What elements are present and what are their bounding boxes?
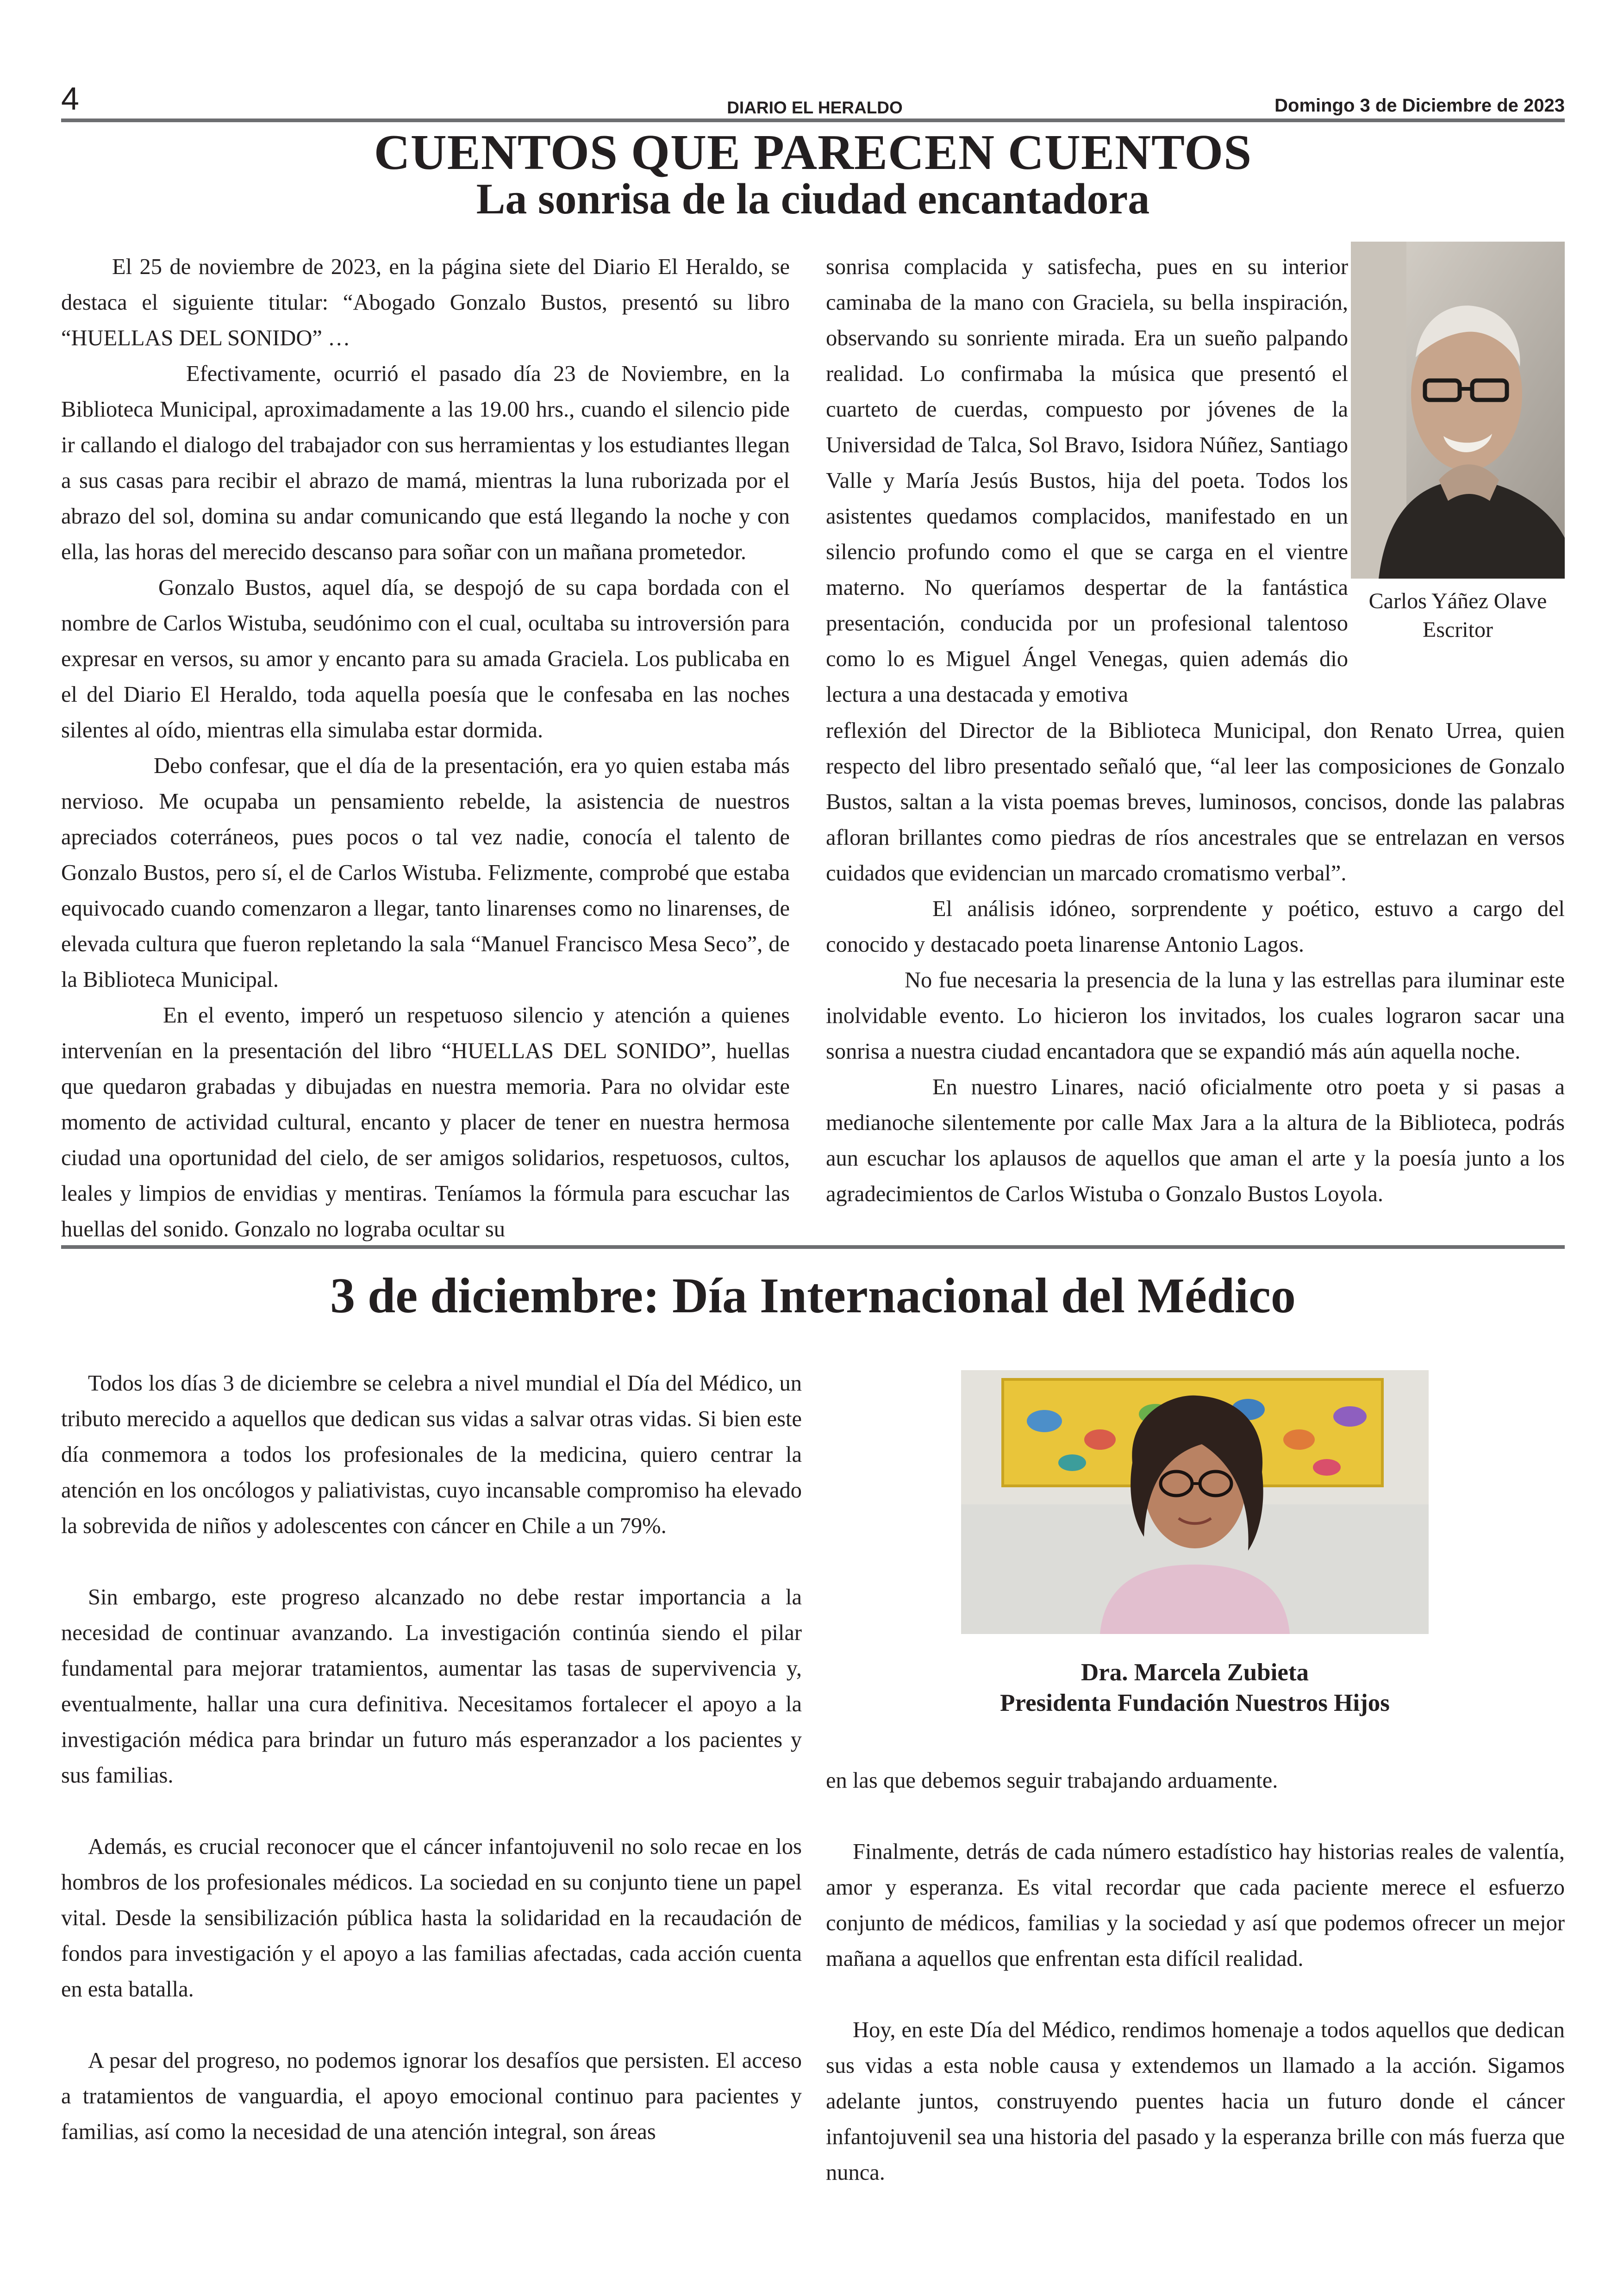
article1-right-narrow-column — [826, 249, 1348, 712]
section-divider — [61, 1245, 1565, 1249]
article1-paragraph: Gonzalo Bustos, aquel día, se despojó de su capa bordada con el nombre de Carlos Wistuba, seudónimo con el cual, ocultaba su introversión para expresar en versos, su amor y encanto para su amada Graciela. Los publicaba en el del Diario El Heraldo, toda aquella poesía que le confesaba en las noches silentes al oído, mientras ella simulaba estar dormida. — [61, 575, 790, 742]
article2-left-column — [61, 1366, 802, 2150]
article2-paragraph: en las que debemos seguir trabajando arduamente. — [826, 1768, 1278, 1793]
doctor-role: Presidenta Fundación Nuestros Hijos — [1000, 1690, 1390, 1716]
article1-paragraph: El 25 de noviembre de 2023, en la página siete del Diario El Heraldo, se destaca el siguiente titular: “Abogado Gonzalo Bustos, presentó su libro “HUELLAS DEL SONIDO” … — [61, 255, 790, 350]
article2-right-column — [826, 1763, 1565, 2190]
doctor-caption — [961, 1657, 1429, 1718]
article2-paragraph: Todos los días 3 de diciembre se celebra a nivel mundial el Día del Médico, un tributo merecido a aquellos que dedican sus vidas a salvar otras vidas. Si bien este día conmemora a todos los profesionales de la medicina, quiero centrar la atención en los oncólogos y paliativistas, cuyo incansable compromiso ha elevado la sobrevida de niños y adolescentes con cáncer en Chile a un 79%. — [61, 1371, 802, 1538]
article2-paragraph: Hoy, en este Día del Médico, rendimos homenaje a todos aquellos que dedican sus vidas a esta noble causa y extendemos un llamado a la acción. Sigamos adelante juntos, construyendo puentes hacia un futuro donde el cáncer infantojuvenil sea una historia del pasado y la esperanza brille con más fuerza que nunca. — [826, 2018, 1565, 2185]
article1-paragraph: No fue necesaria la presencia de la luna y las estrellas para iluminar este inolvidable evento. Lo hicieron los invitados, los cuales lograron sacar una sonrisa a nuestra ciudad encantadora que se expandió más aún aquella noche. — [826, 968, 1565, 1064]
header-rule — [61, 118, 1565, 122]
article1-right-wide-column — [826, 713, 1565, 1212]
article1-left-column — [61, 249, 790, 1247]
author-photo — [1351, 242, 1565, 579]
article1-paragraph: Debo confesar, que el día de la presentación, era yo quien estaba más nervioso. Me ocupaba un pensamiento rebelde, la asistencia de nuestros apreciados coterráneos, pues pocos o tal vez nadie, conocía el talento de Gonzalo Bustos, pero sí, el de Carlos Wistuba. Felizmente, comprobé que estaba equivocado cuando comenzaron a llegar, tanto linarenses como no linarenses, de elevada cultura que fueron repletando la sala “Manuel Francisco Mesa Seco”, de la Biblioteca Municipal. — [61, 754, 790, 992]
author-portrait-image — [1351, 242, 1565, 579]
doctor-portrait-image — [961, 1370, 1429, 1634]
article1-paragraph: reflexión del Director de la Biblioteca Municipal, don Renato Urrea, quien respecto del libro presentado señaló que, “al leer las composiciones de Gonzalo Bustos, saltan a la vista poemas breves, luminosos, concisos, donde las palabras afloran brillantes como piedras de ríos ancestrales que se entrelazan en versos cuidados que evidencian un marcado cromatismo verbal”. — [826, 718, 1565, 886]
article1-paragraph: sonrisa complacida y satisfecha, pues en su interior caminaba de la mano con Graciela, su bella inspiración, observando su sonriente mirada. Era un sueño palpando realidad. Lo confirmaba la música que presentó el cuarteto de cuerdas, compuesto por jóvenes de la Universidad de Talca, Sol Bravo, Isidora Núñez, Santiago Valle y María Jesús Bustos, hija del poeta. Todos los asistentes quedamos complacidos, manifestado en un silencio profundo como el que se carga en el vientre materno. No queríamos despertar de la fantástica presentación, conducida por un profesional talentoso como lo es Miguel Ángel Venegas, quien además dio lectura a una destacada y emotiva — [826, 255, 1348, 707]
article2-title: 3 de diciembre: Día Internacional del Médico — [330, 1268, 1296, 1323]
doctor-photo — [961, 1370, 1429, 1634]
article2-paragraph: Sin embargo, este progreso alcanzado no debe restar importancia a la necesidad de continuar avanzando. La investigación continúa siendo el pilar fundamental para mejorar tratamientos, aumentar las tasas de supervivencia y, eventualmente, hallar una cura definitiva. Necesitamos fortalecer el apoyo a la investigación médica para brindar un futuro más esperanzador a los pacientes y sus familias. — [61, 1585, 802, 1788]
author-role: Escritor — [1423, 617, 1493, 642]
newspaper-name: DIARIO EL HERALDO — [727, 98, 903, 117]
author-name: Carlos Yáñez Olave — [1368, 589, 1547, 613]
page-number: 4 — [61, 81, 79, 117]
article2-paragraph: Finalmente, detrás de cada número estadístico hay historias reales de valentía, amor y esperanza. Es vital recordar que cada paciente merece el esfuerzo conjunto de médicos, familias y la sociedad y así que podemos ofrecer un mejor mañana a aquellos que enfrentan esta difícil realidad. — [826, 1840, 1565, 1971]
article1-title: La sonrisa de la ciudad encantadora — [476, 175, 1150, 223]
article1-paragraph: En nuestro Linares, nació oficialmente otro poeta y si pasas a medianoche silentemente por calle Max Jara a la altura de la Biblioteca, podrás aun escuchar los aplausos de aquellos que aman el arte y la poesía junto a los agradecimientos de Carlos Wistuba o Gonzalo Bustos Loyola. — [826, 1075, 1565, 1206]
article1-paragraph: Efectivamente, ocurrió el pasado día 23 de Noviembre, en la Biblioteca Municipal, aproximadamente a las 19.00 hrs., cuando el silencio pide ir callando el dialogo del trabajador con sus herramientas y los estudiantes llegan a sus casas para recibir el abrazo de mamá, mientras la luna ruborizada por el abrazo del sol, domina su andar comunicando que está llegando la noche y con ella, las horas del merecido descanso para soñar con un mañana prometedor. — [61, 362, 790, 564]
article1-paragraph: El análisis idóneo, sorprendente y poético, estuvo a cargo del conocido y destacado poeta linarense Antonio Lagos. — [826, 897, 1565, 957]
article1-paragraph: En el evento, imperó un respetuoso silencio y atención a quienes intervenían en la presentación del libro “HUELLAS DEL SONIDO”, huellas que quedaron grabadas y dibujadas en nuestra memoria. Para no olvidar este momento de actividad cultural, encanto y placer de tener en nuestra hermosa ciudad una oportunidad del cielo, de ser amigos solidarios, respetuosos, cultos, leales y limpios de envidias y mentiras. Teníamos la fórmula para escuchar las huellas del sonido. Gonzalo no lograba ocultar su — [61, 1003, 790, 1241]
doctor-name: Dra. Marcela Zubieta — [1081, 1659, 1309, 1686]
author-caption — [1351, 587, 1565, 644]
article1-kicker: CUENTOS QUE PARECEN CUENTOS — [374, 125, 1252, 180]
article2-paragraph: Además, es crucial reconocer que el cáncer infantojuvenil no solo recae en los hombros de los profesionales médicos. La sociedad en su conjunto tiene un papel vital. Desde la sensibilización pública hasta la solidaridad en la recaudación de fondos para investigación y el apoyo a las familias afectadas, cada acción cuenta en esta batalla. — [61, 1834, 802, 2002]
issue-date: Domingo 3 de Diciembre de 2023 — [1274, 95, 1565, 116]
article2-paragraph: A pesar del progreso, no podemos ignorar los desafíos que persisten. El acceso a tratamientos de vanguardia, el apoyo emocional continuo para pacientes y familias, así como la necesidad de una atención integral, son áreas — [61, 2048, 802, 2144]
